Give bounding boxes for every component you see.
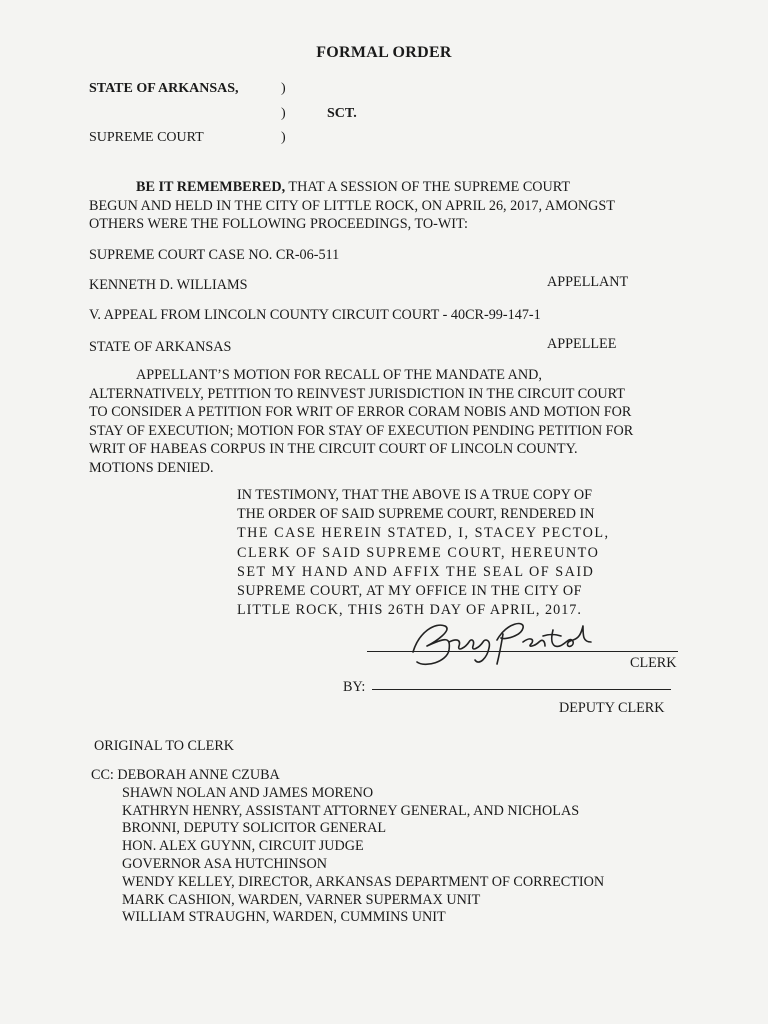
motion-line: STAY OF EXECUTION; MOTION FOR STAY OF EXECUTION PENDING PETITION FOR	[89, 422, 634, 439]
caption-state: STATE OF ARKANSAS,	[89, 81, 239, 96]
cc-recipient: DEBORAH ANNE CZUBA	[117, 767, 280, 783]
testimony-line: SUPREME COURT, AT MY OFFICE IN THE CITY OF	[237, 583, 583, 600]
testimony-line: LITTLE ROCK, THIS 26TH DAY OF APRIL, 2017.	[237, 602, 582, 619]
caption-paren-2: )	[281, 106, 286, 121]
testimony-line: IN TESTIMONY, THAT THE ABOVE IS A TRUE COPY OF	[237, 487, 592, 503]
testimony-paragraph	[237, 486, 610, 620]
cc-list	[91, 767, 604, 927]
cc-recipient: MARK CASHION, WARDEN, VARNER SUPERMAX UNIT	[122, 891, 481, 908]
document-title: FORMAL ORDER	[316, 44, 452, 61]
cc-recipient: WENDY KELLEY, DIRECTOR, ARKANSAS DEPARTMENT OF CORRECTION	[122, 873, 605, 890]
cc-recipient: SHAWN NOLAN AND JAMES MORENO	[122, 784, 374, 801]
caption-paren-1: )	[281, 81, 286, 96]
caption-court: SUPREME COURT	[89, 130, 204, 145]
preamble-line-2: BEGUN AND HELD IN THE CITY OF LITTLE ROCK, ON APRIL 26, 2017, AMONGST	[89, 197, 615, 214]
motion-line: WRIT OF HABEAS CORPUS IN THE CIRCUIT COURT OF LINCOLN COUNTY.	[89, 441, 578, 457]
preamble	[89, 178, 615, 234]
caption-sct: SCT.	[327, 106, 357, 121]
preamble-lead: BE IT REMEMBERED,	[136, 179, 286, 195]
clerk-signature-line	[367, 651, 678, 652]
motion-line: TO CONSIDER A PETITION FOR WRIT OF ERROR CORAM NOBIS AND MOTION FOR	[89, 404, 632, 420]
by-label: BY:	[343, 679, 366, 695]
cc-recipient: WILLIAM STRAUGHN, WARDEN, CUMMINS UNIT	[122, 909, 446, 926]
appellee-name: STATE OF ARKANSAS	[89, 339, 232, 355]
preamble-line-1: THAT A SESSION OF THE SUPREME COURT	[285, 179, 571, 195]
case-number: SUPREME COURT CASE NO. CR-06-511	[89, 247, 340, 263]
appeal-line: V. APPEAL FROM LINCOLN COUNTY CIRCUIT COURT - 40CR-99-147-1	[89, 307, 541, 323]
deputy-clerk-label: DEPUTY CLERK	[559, 700, 665, 716]
testimony-line: THE ORDER OF SAID SUPREME COURT, RENDERED IN	[237, 506, 595, 523]
appellee-label: APPELLEE	[547, 336, 617, 352]
motion-paragraph	[89, 366, 633, 477]
cc-label: CC:	[91, 767, 114, 783]
motion-line: MOTIONS DENIED.	[89, 459, 214, 476]
cc-recipient: GOVERNOR ASA HUTCHINSON	[122, 855, 327, 872]
testimony-line: THE CASE HEREIN STATED, I, STACEY PECTOL,	[237, 525, 610, 542]
motion-line: APPELLANT’S MOTION FOR RECALL OF THE MANDATE AND,	[136, 367, 542, 383]
clerk-signature	[405, 612, 605, 670]
original-to-clerk: ORIGINAL TO CLERK	[94, 738, 235, 754]
testimony-line: CLERK OF SAID SUPREME COURT, HEREUNTO	[237, 544, 600, 561]
preamble-line-3: OTHERS WERE THE FOLLOWING PROCEEDINGS, TO-WIT:	[89, 216, 468, 232]
deputy-signature-line	[372, 689, 671, 690]
appellant-label: APPELLANT	[547, 274, 629, 290]
testimony-line: SET MY HAND AND AFFIX THE SEAL OF SAID	[237, 563, 595, 580]
motion-line: ALTERNATIVELY, PETITION TO REINVEST JURISDICTION IN THE CIRCUIT COURT	[89, 385, 625, 402]
caption-paren-3: )	[281, 130, 286, 145]
clerk-label: CLERK	[630, 655, 677, 671]
cc-recipient: BRONNI, DEPUTY SOLICITOR GENERAL	[122, 820, 387, 837]
cc-recipient: KATHRYN HENRY, ASSISTANT ATTORNEY GENERAL, AND NICHOLAS	[122, 802, 580, 819]
cc-recipient: HON. ALEX GUYNN, CIRCUIT JUDGE	[122, 838, 364, 855]
appellant-name: KENNETH D. WILLIAMS	[89, 277, 248, 293]
